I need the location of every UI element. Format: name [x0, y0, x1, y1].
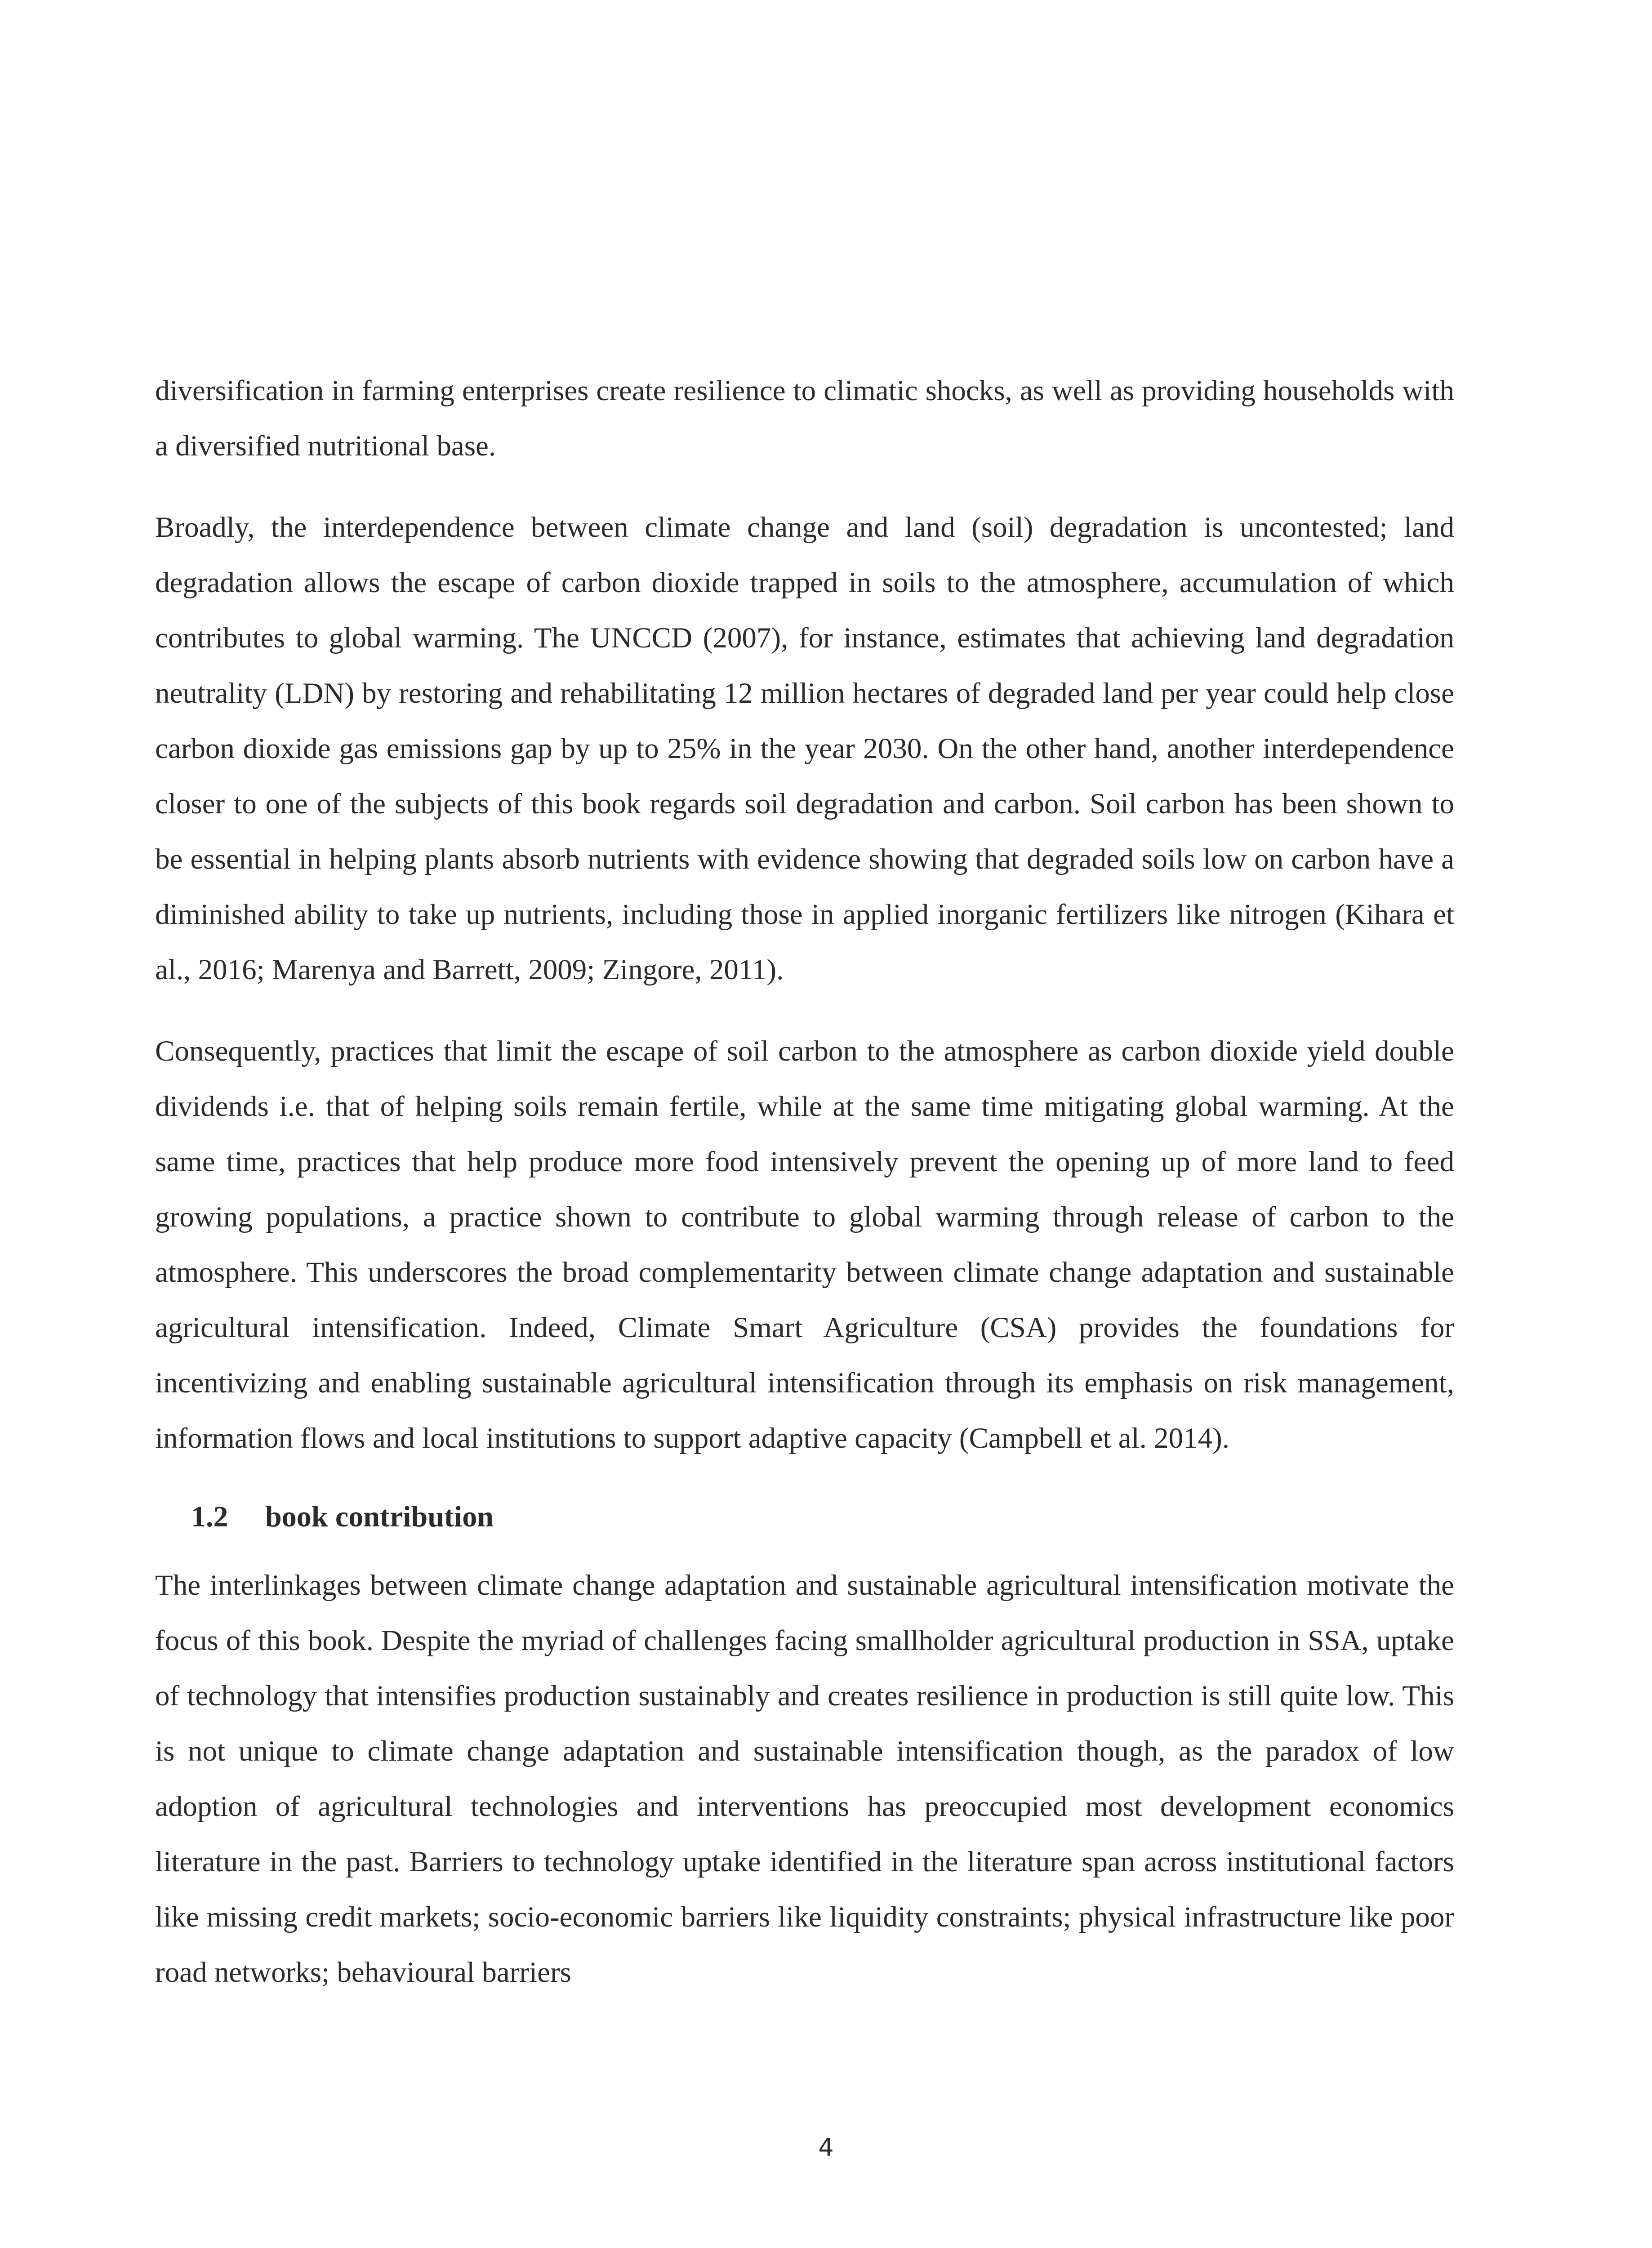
paragraph-interdependence: Broadly, the interdependence between climate change and land (soil) degradation is uncontested; land degradation allows the escape of carbon dioxide trapped in soils to the atmosphere, accumulation of which contributes to global warming. The UNCCD (2007), for instance, estimates that achieving land degradation neutrality (LDN) by restoring and rehabilitating 12 million hectares of degraded land per year could help close carbon dioxide gas emissions gap by up to 25% in the year 2030. On the other hand, another interdependence closer to one of the subjects of this book regards soil degradation and carbon. Soil carbon has been shown to be essential in helping plants absorb nutrients with evidence showing that degraded soils low on carbon have a diminished ability to take up nutrients, including those in applied inorganic fertilizers like nitrogen (Kihara et al., 2016; Marenya and Barrett, 2009; Zingore, 2011).	[155, 511, 1454, 986]
paragraph-interlinkages: The interlinkages between climate change adaptation and sustainable agricultural intensification motivate the focus of this book. Despite the myriad of challenges facing smallholder agricultural production in SSA, uptake of technology that intensifies production sustainably and creates resilience in production is still quite low. This is not unique to climate change adaptation and sustainable intensification though, as the paradox of low adoption of agricultural technologies and interventions has preoccupied most development economics literature in the past. Barriers to technology uptake identified in the literature span across institutional factors like missing credit markets; socio-economic barriers like liquidity constraints; physical infrastructure like poor road networks; behavioural barriers	[155, 1569, 1454, 1989]
paragraph-consequently: Consequently, practices that limit the escape of soil carbon to the atmosphere as carbon dioxide yield double dividends i.e. that of helping soils remain fertile, while at the same time mitigating global warming. At the same time, practices that help produce more food intensively prevent the opening up of more land to feed growing populations, a practice shown to contribute to global warming through release of carbon to the atmosphere. This underscores the broad complementarity between climate change adaptation and sustainable agricultural intensification. Indeed, Climate Smart Agriculture (CSA) provides the foundations for incentivizing and enabling sustainable agricultural intensification through its emphasis on risk management, information flows and local institutions to support adaptive capacity (Campbell et al. 2014).	[155, 1035, 1454, 1454]
page-number: 4	[818, 2133, 834, 2162]
paragraph-diversification: diversification in farming enterprises create resilience to climatic shocks, as well as providing households with a diversified nutritional base.	[155, 375, 1454, 462]
body-text	[155, 363, 1454, 2000]
section-title: book contribution	[265, 1500, 494, 1533]
section-number: 1.2	[191, 1500, 228, 1533]
section-heading	[155, 1492, 1454, 1542]
